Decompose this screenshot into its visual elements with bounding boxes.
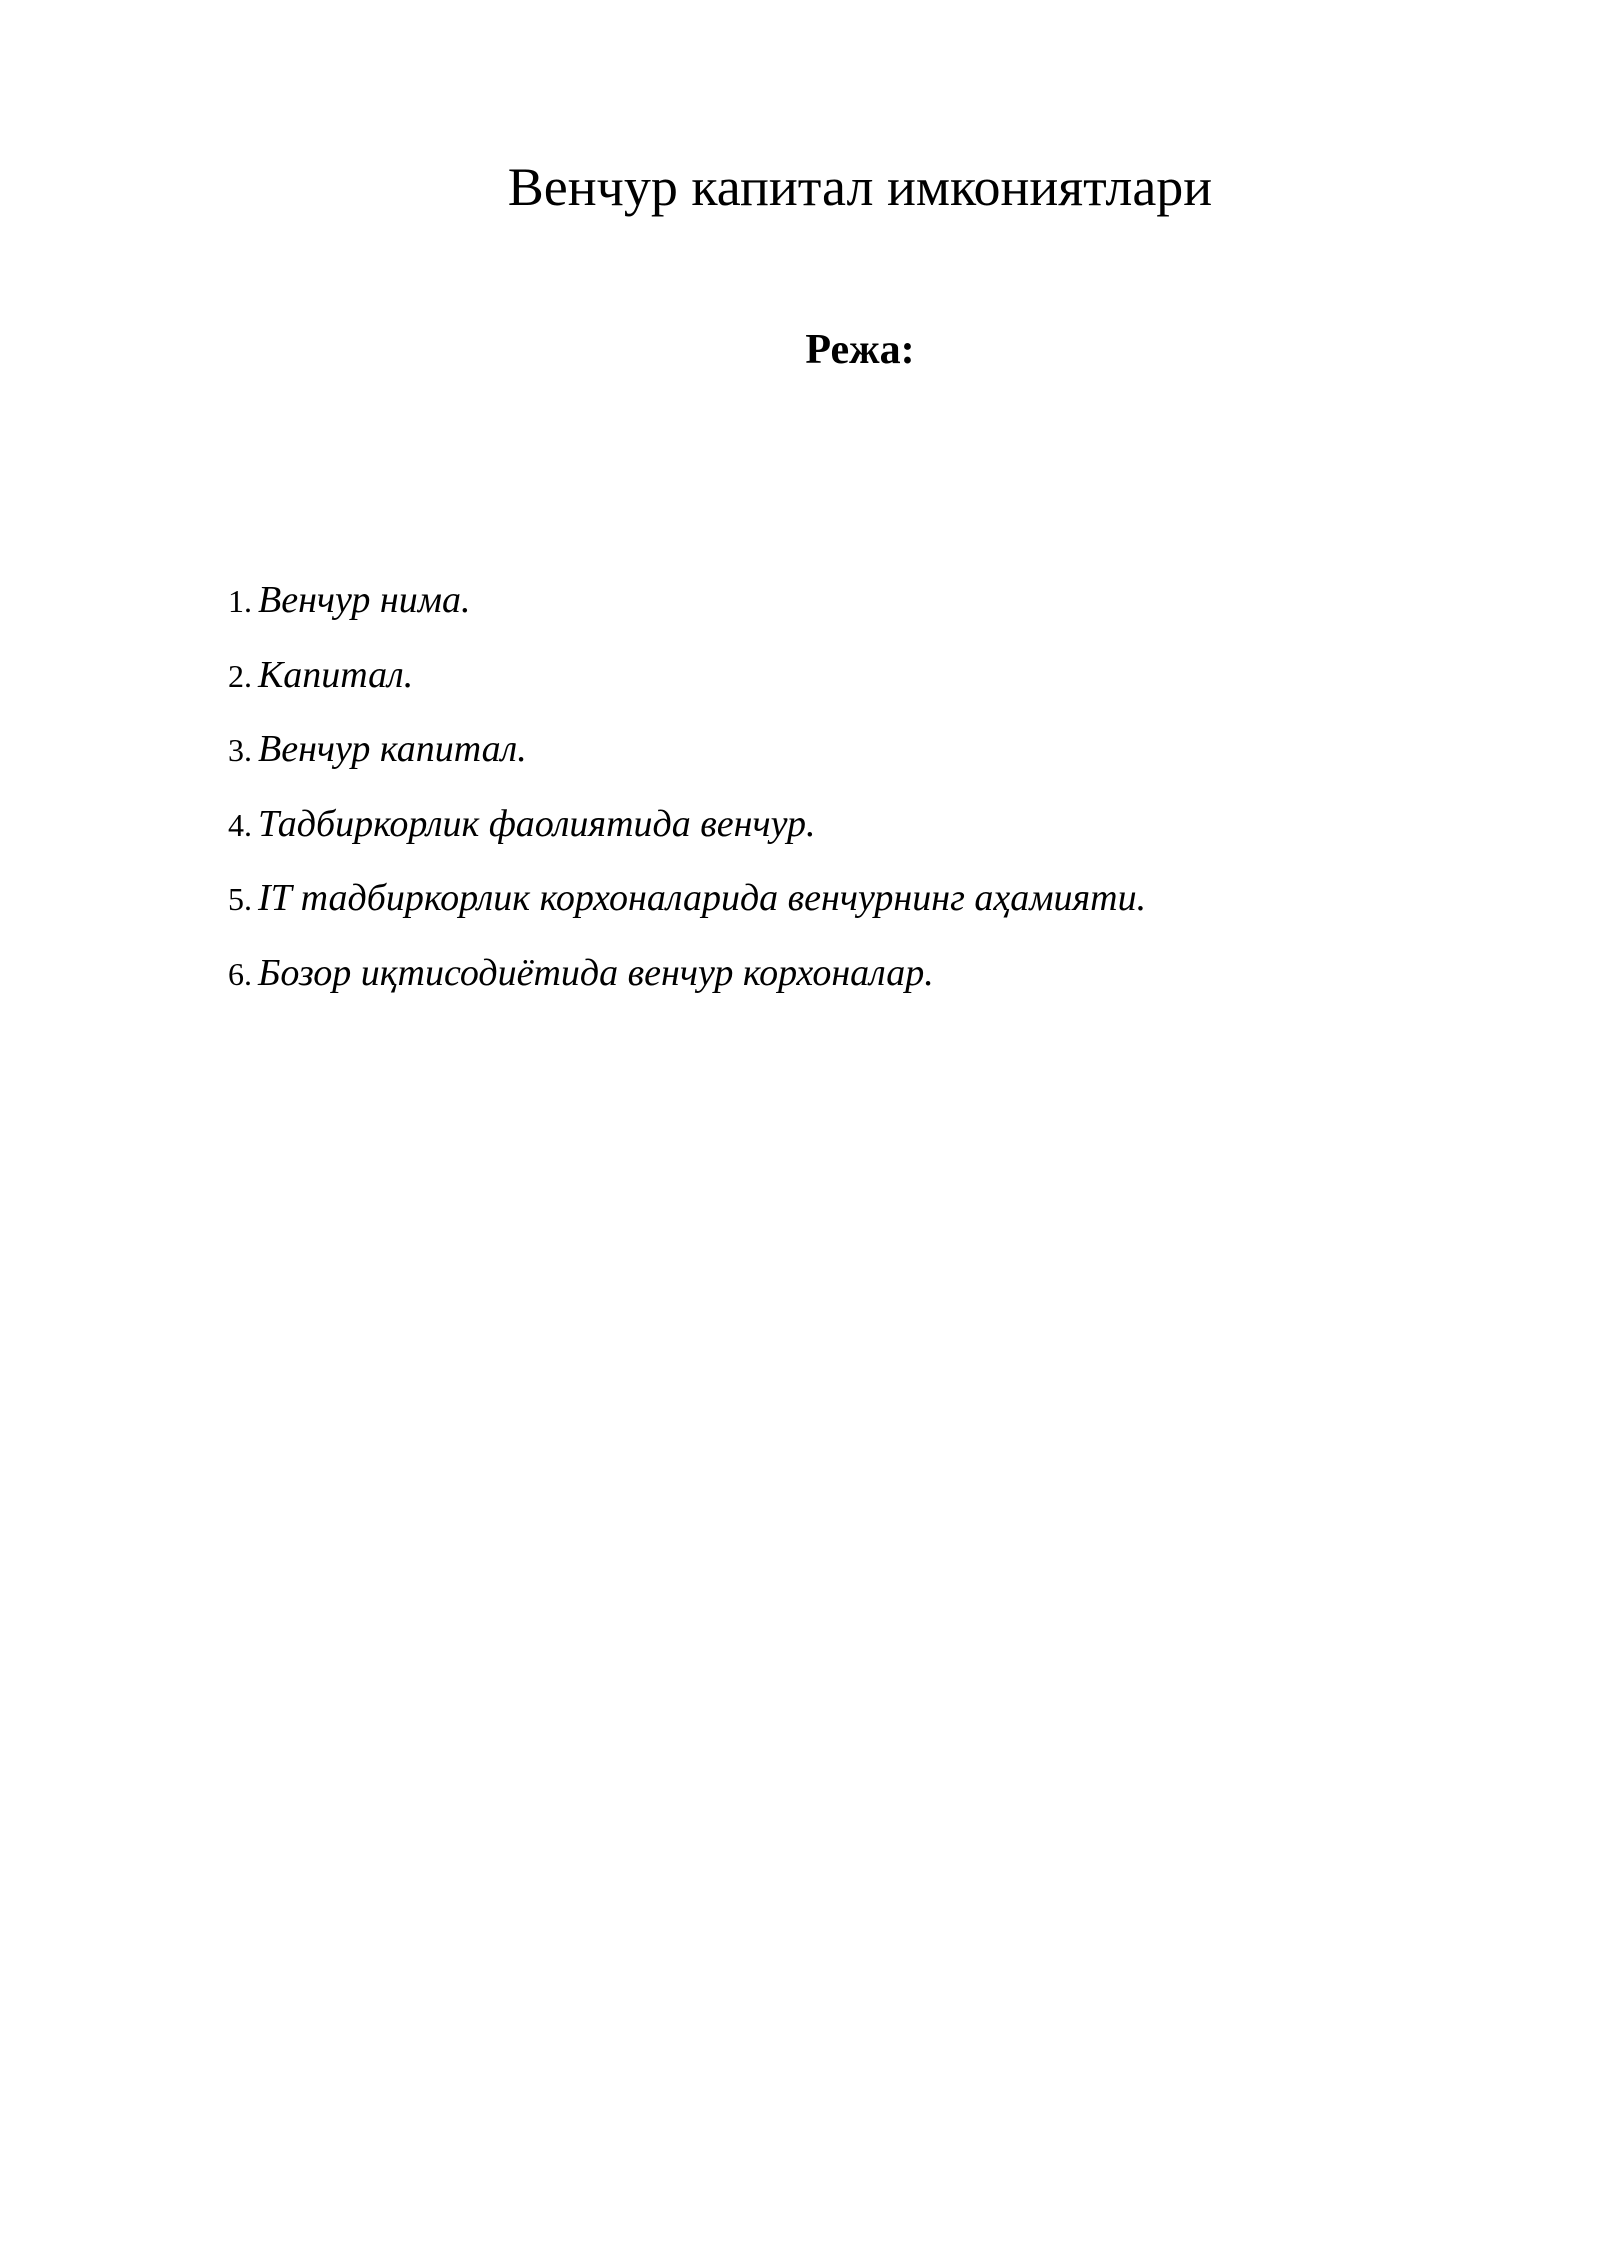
plan-item-number: 3. bbox=[228, 732, 252, 769]
plan-item-number: 4. bbox=[228, 806, 252, 843]
plan-item-3 bbox=[228, 719, 1146, 794]
plan-item-text: Капитал. bbox=[258, 653, 414, 696]
plan-item-text: IT тадбиркорлик корхоналарида венчурнинг аҳамияти. bbox=[258, 877, 1147, 920]
plan-item-2 bbox=[228, 645, 1146, 720]
document-title: Венчур капитал имкониятлари bbox=[507, 157, 1213, 217]
plan-item-number: 6. bbox=[228, 955, 252, 992]
plan-item-1 bbox=[228, 570, 1146, 645]
plan-item-text: Венчур нима. bbox=[258, 579, 471, 621]
plan-item-text: Тадбиркорлик фаолиятида венчур. bbox=[258, 802, 816, 845]
plan-item-text: Венчур капитал. bbox=[258, 728, 527, 771]
plan-heading: Режа: bbox=[805, 327, 915, 373]
plan-item-5 bbox=[228, 868, 1146, 943]
plan-item-4 bbox=[228, 794, 1146, 869]
plan-item-number: 5. bbox=[228, 881, 252, 918]
plan-list bbox=[228, 570, 1146, 1018]
plan-item-text: Бозор иқтисодиётида венчур корхоналар. bbox=[258, 951, 934, 994]
plan-item-6 bbox=[228, 943, 1146, 1018]
plan-item-number: 2. bbox=[228, 657, 252, 694]
plan-item-number: 1. bbox=[228, 583, 252, 619]
